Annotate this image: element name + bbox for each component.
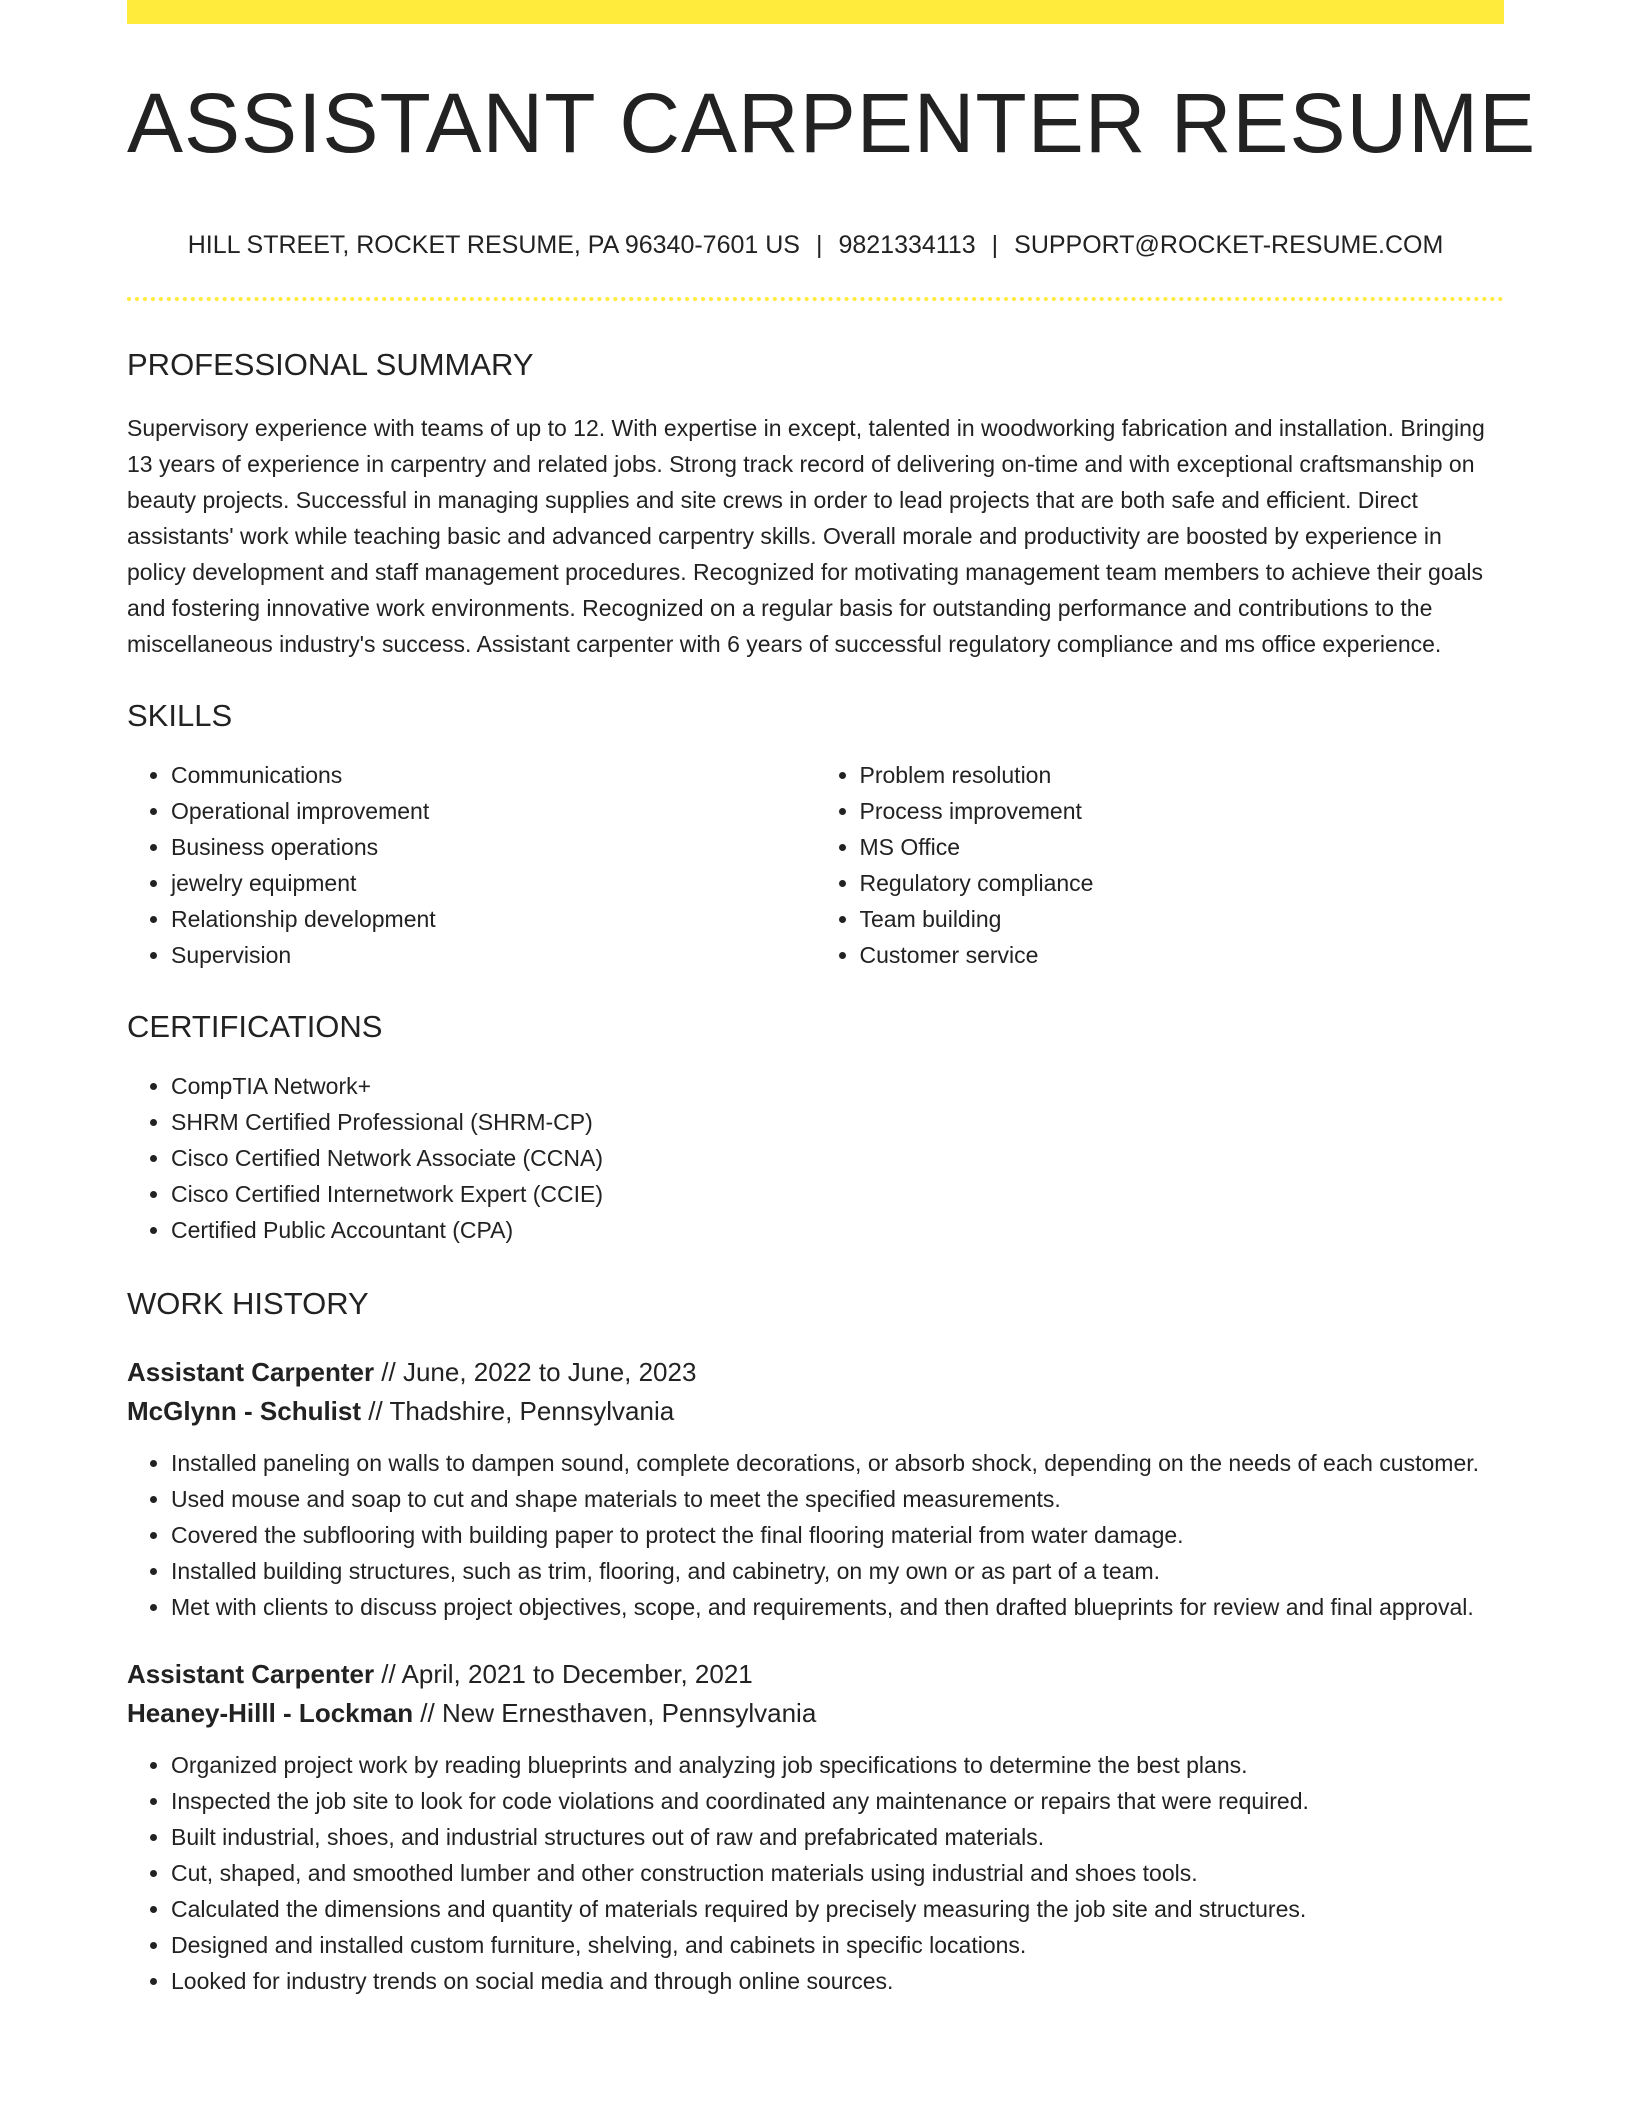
- job-company-line: [127, 1694, 1504, 1733]
- job-bullet: • Organized project work by reading blueprints and analyzing job specifications to determine the best plans.: [171, 1747, 1504, 1783]
- contact-email: SUPPORT@ROCKET-RESUME.COM: [1014, 231, 1444, 259]
- certifications-list: [127, 1068, 1504, 1248]
- skills-column-left: [127, 757, 816, 973]
- skills-columns: [127, 757, 1504, 973]
- skill-item: • Communications: [171, 757, 816, 793]
- certification-item: • Cisco Certified Network Associate (CCNA): [171, 1140, 1504, 1176]
- certification-item: • SHRM Certified Professional (SHRM-CP): [171, 1104, 1504, 1140]
- job-title-line: [127, 1353, 1504, 1392]
- skill-item: • Supervision: [171, 937, 816, 973]
- resume-page: [127, 0, 1537, 1999]
- skill-item: • jewelry equipment: [171, 865, 816, 901]
- contact-address: HILL STREET, ROCKET RESUME, PA 96340-7601 US: [187, 231, 800, 259]
- contact-phone: 9821334113: [838, 231, 976, 259]
- skills-list-right: [816, 757, 1505, 973]
- work-history-list: [127, 1353, 1504, 1999]
- top-accent-bar: [127, 0, 1504, 24]
- certification-item: • Certified Public Accountant (CPA): [171, 1212, 1504, 1248]
- skills-heading: SKILLS: [127, 698, 233, 733]
- resume-title: ASSISTANT CARPENTER RESUME: [127, 76, 1537, 170]
- skill-item: • Relationship development: [171, 901, 816, 937]
- certifications-heading: CERTIFICATIONS: [127, 1009, 383, 1044]
- job-title: Assistant Carpenter: [127, 1357, 375, 1387]
- skill-item: • Regulatory compliance: [860, 865, 1505, 901]
- contact-line: [127, 233, 1504, 258]
- skills-column-right: [816, 757, 1505, 973]
- skill-item: • MS Office: [860, 829, 1505, 865]
- job-entry: [127, 1353, 1504, 1625]
- job-bullet-list: [127, 1747, 1504, 1999]
- job-bullet: • Covered the subflooring with building paper to protect the final flooring material from water damage.: [171, 1517, 1504, 1553]
- job-location: // New Ernesthaven, Pennsylvania: [413, 1698, 817, 1728]
- certification-item: • CompTIA Network+: [171, 1068, 1504, 1104]
- job-company: Heaney-Hilll - Lockman: [127, 1698, 414, 1728]
- job-company-line: [127, 1392, 1504, 1431]
- skill-item: • Process improvement: [860, 793, 1505, 829]
- job-bullet: • Installed building structures, such as trim, flooring, and cabinetry, on my own or as part of a team.: [171, 1553, 1504, 1589]
- job-title-line: [127, 1655, 1504, 1694]
- job-bullet: • Looked for industry trends on social media and through online sources.: [171, 1963, 1504, 1999]
- skills-list-left: [127, 757, 816, 973]
- job-bullet: • Installed paneling on walls to dampen sound, complete decorations, or absorb shock, depending on the needs of each customer.: [171, 1445, 1504, 1481]
- work-history-heading: WORK HISTORY: [127, 1286, 369, 1321]
- skill-item: • Operational improvement: [171, 793, 816, 829]
- job-company: McGlynn - Schulist: [127, 1396, 362, 1426]
- skill-item: • Team building: [860, 901, 1505, 937]
- job-dates: // June, 2022 to June, 2023: [374, 1357, 697, 1387]
- job-bullet: • Calculated the dimensions and quantity of materials required by precisely measuring the job site and structures.: [171, 1891, 1504, 1927]
- contact-separator: |: [991, 231, 999, 259]
- summary-heading: PROFESSIONAL SUMMARY: [127, 347, 534, 382]
- job-bullet: • Designed and installed custom furniture, shelving, and cabinets in specific locations.: [171, 1927, 1504, 1963]
- job-location: // Thadshire, Pennsylvania: [361, 1396, 675, 1426]
- skill-item: • Problem resolution: [860, 757, 1505, 793]
- job-bullet: • Used mouse and soap to cut and shape materials to meet the specified measurements.: [171, 1481, 1504, 1517]
- skill-item: • Business operations: [171, 829, 816, 865]
- skill-item: • Customer service: [860, 937, 1505, 973]
- job-bullet: • Inspected the job site to look for code violations and coordinated any maintenance or repairs that were required.: [171, 1783, 1504, 1819]
- certification-item: • Cisco Certified Internetwork Expert (CCIE): [171, 1176, 1504, 1212]
- contact-separator: |: [815, 231, 823, 259]
- job-title: Assistant Carpenter: [127, 1659, 375, 1689]
- job-entry: [127, 1655, 1504, 1999]
- job-bullet: • Met with clients to discuss project objectives, scope, and requirements, and then drafted blueprints for review and final approval.: [171, 1589, 1504, 1625]
- job-bullet: • Cut, shaped, and smoothed lumber and other construction materials using industrial and shoes tools.: [171, 1855, 1504, 1891]
- summary-text: Supervisory experience with teams of up to 12. With expertise in except, talented in woodworking fabrication and installation. Bringing 13 years of experience in carpentry and related jobs. Strong track record of delivering on-time and with exceptional craftsmanship on beauty projects. Successful in managing supplies and site crews in order to lead projects that are both safe and efficient. Direct assistants' work while teaching basic and advanced carpentry skills. Overall morale and productivity are boosted by experience in policy development and staff management procedures. Recognized for motivating management team members to achieve their goals and fostering innovative work environments. Recognized on a regular basis for outstanding performance and contributions to the miscellaneous industry's success. Assistant carpenter with 6 years of successful regulatory compliance and ms office experience.: [127, 415, 1485, 657]
- dotted-divider: [127, 297, 1504, 301]
- job-bullet-list: [127, 1445, 1504, 1625]
- job-bullet: • Built industrial, shoes, and industrial structures out of raw and prefabricated materials.: [171, 1819, 1504, 1855]
- job-dates: // April, 2021 to December, 2021: [374, 1659, 753, 1689]
